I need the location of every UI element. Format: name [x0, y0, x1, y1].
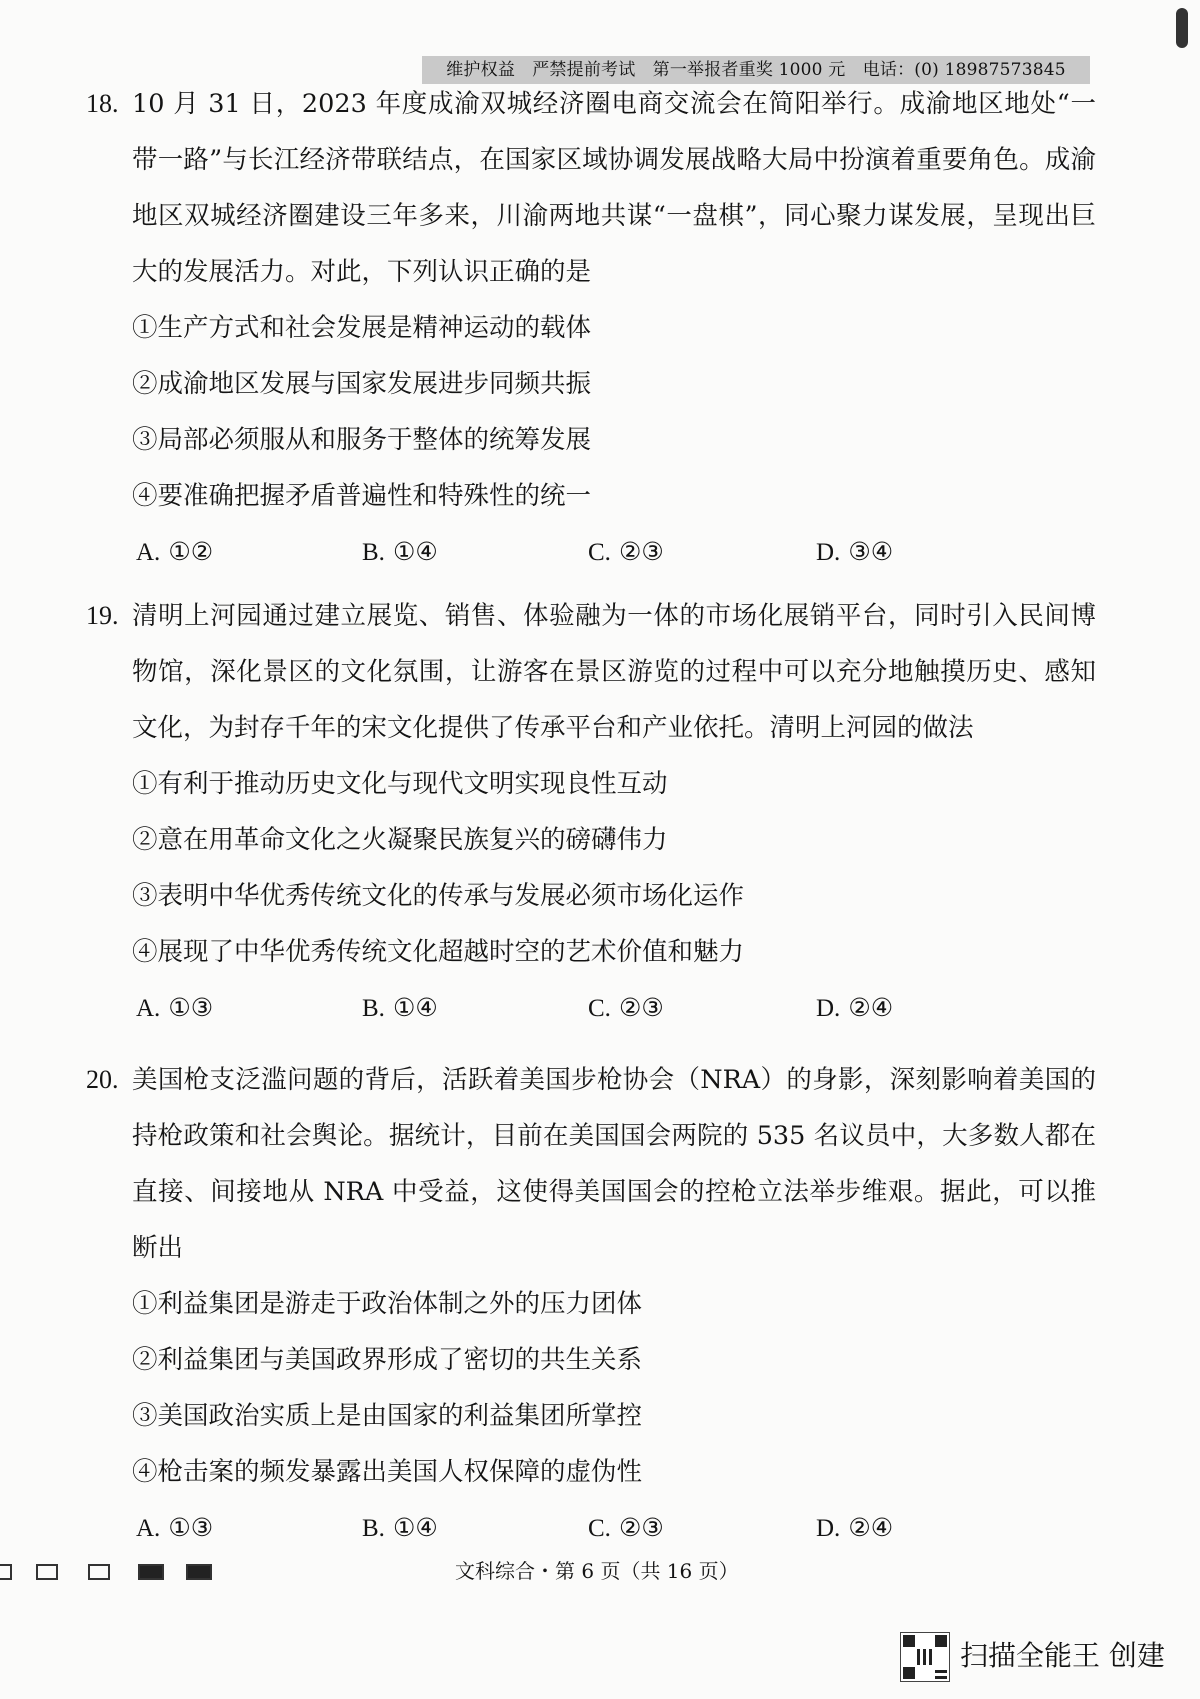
- answer-choices: [136, 524, 1096, 580]
- registration-mark: [88, 1564, 110, 1580]
- choice-letter: B.: [362, 1515, 385, 1542]
- choice-letter: C.: [588, 1515, 611, 1542]
- choice-value: ①④: [392, 1513, 438, 1542]
- choice-value: ①③: [168, 1513, 214, 1542]
- choice-letter: D.: [816, 1515, 841, 1542]
- option-item: ③表明中华优秀传统文化的传承与发展必须市场化运作: [132, 881, 745, 911]
- registration-mark: [36, 1564, 58, 1580]
- header-banner: 维护权益 严禁提前考试 第一举报者重奖 1000 元 电话：(0) 18987573845: [422, 56, 1090, 84]
- registration-mark: [138, 1564, 164, 1580]
- question-stem: 美国枪支泛滥问题的背后，活跃着美国步枪协会（NRA）的身影，深刻影响着美国的持枪政策和社会舆论。据统计，目前在美国国会两院的 535 名议员中，大多数人都在直接、间接地从 NRA 中受益，这使得美国国会的控枪立法举步维艰。据此，可以推断出: [132, 1065, 1096, 1263]
- choice-letter: C.: [588, 539, 611, 566]
- option-item: ④枪击案的频发暴露出美国人权保障的虚伪性: [132, 1457, 643, 1487]
- qr-code-icon: [900, 1632, 950, 1682]
- question-number: 19.: [86, 601, 119, 630]
- choice-d[interactable]: [816, 1500, 893, 1557]
- choice-b[interactable]: [362, 980, 438, 1037]
- choice-value: ①④: [392, 537, 438, 566]
- choice-letter: A.: [136, 539, 161, 566]
- choice-b[interactable]: [362, 524, 438, 581]
- option-item: ①生产方式和社会发展是精神运动的载体: [132, 313, 592, 343]
- question-18: [86, 76, 1096, 580]
- question-stem: 清明上河园通过建立展览、销售、体验融为一体的市场化展销平台，同时引入民间博物馆，深化景区的文化氛围，让游客在景区游览的过程中可以充分地触摸历史、感知文化，为封存千年的宋文化提供了传承平台和产业依托。清明上河园的做法: [132, 601, 1096, 743]
- choice-value: ②③: [618, 537, 664, 566]
- scanner-watermark: [900, 1632, 1200, 1684]
- choice-letter: D.: [816, 539, 841, 566]
- choice-value: ②③: [618, 993, 664, 1022]
- page-number-label: 文科综合・第 6 页（共 16 页）: [455, 1559, 739, 1583]
- choice-letter: A.: [136, 995, 161, 1022]
- choice-value: ①④: [392, 993, 438, 1022]
- registration-mark: [186, 1564, 212, 1580]
- choice-a[interactable]: [136, 1500, 213, 1557]
- page-footer: [0, 1554, 1200, 1588]
- registration-mark: [0, 1564, 12, 1580]
- option-item: ④展现了中华优秀传统文化超越时空的艺术价值和魅力: [132, 937, 745, 967]
- choice-value: ①②: [168, 537, 214, 566]
- choice-letter: B.: [362, 539, 385, 566]
- choice-letter: D.: [816, 995, 841, 1022]
- answer-choices: [136, 1500, 1096, 1556]
- question-19: [86, 588, 1096, 1036]
- choice-value: ②④: [848, 1513, 894, 1542]
- option-item: ①有利于推动历史文化与现代文明实现良性互动: [132, 769, 668, 799]
- option-item: ③局部必须服从和服务于整体的统筹发展: [132, 425, 592, 455]
- question-number: 18.: [86, 89, 119, 118]
- option-item: ①利益集团是游走于政治体制之外的压力团体: [132, 1289, 643, 1319]
- option-item: ②成渝地区发展与国家发展进步同频共振: [132, 369, 592, 399]
- option-item: ②意在用革命文化之火凝聚民族复兴的磅礴伟力: [132, 825, 668, 855]
- choice-d[interactable]: [816, 524, 893, 581]
- answer-choices: [136, 980, 1096, 1036]
- choice-c[interactable]: [588, 524, 664, 581]
- choice-letter: A.: [136, 1515, 161, 1542]
- choice-letter: B.: [362, 995, 385, 1022]
- choice-value: ②④: [848, 993, 894, 1022]
- choice-b[interactable]: [362, 1500, 438, 1557]
- choice-c[interactable]: [588, 980, 664, 1037]
- question-number: 20.: [86, 1065, 119, 1094]
- option-item: ③美国政治实质上是由国家的利益集团所掌控: [132, 1401, 643, 1431]
- choice-a[interactable]: [136, 524, 213, 581]
- scan-edge-mark: [1176, 8, 1188, 48]
- option-item: ④要准确把握矛盾普遍性和特殊性的统一: [132, 481, 592, 511]
- choice-d[interactable]: [816, 980, 893, 1037]
- choice-c[interactable]: [588, 1500, 664, 1557]
- choice-a[interactable]: [136, 980, 213, 1037]
- question-stem: 10 月 31 日，2023 年度成渝双城经济圈电商交流会在简阳举行。成渝地区地处“一带一路”与长江经济带联结点，在国家区域协调发展战略大局中扮演着重要角色。成渝地区双城经济圈建设三年多来，川渝两地共谋“一盘棋”，同心聚力谋发展，呈现出巨大的发展活力。对此，下列认识正确的是: [132, 89, 1096, 287]
- question-20: [86, 1052, 1096, 1556]
- choice-value: ①③: [168, 993, 214, 1022]
- scanner-label: 扫描全能王 创建: [960, 1639, 1165, 1672]
- option-item: ②利益集团与美国政界形成了密切的共生关系: [132, 1345, 643, 1375]
- choice-value: ②③: [618, 1513, 664, 1542]
- choice-letter: C.: [588, 995, 611, 1022]
- choice-value: ③④: [848, 537, 894, 566]
